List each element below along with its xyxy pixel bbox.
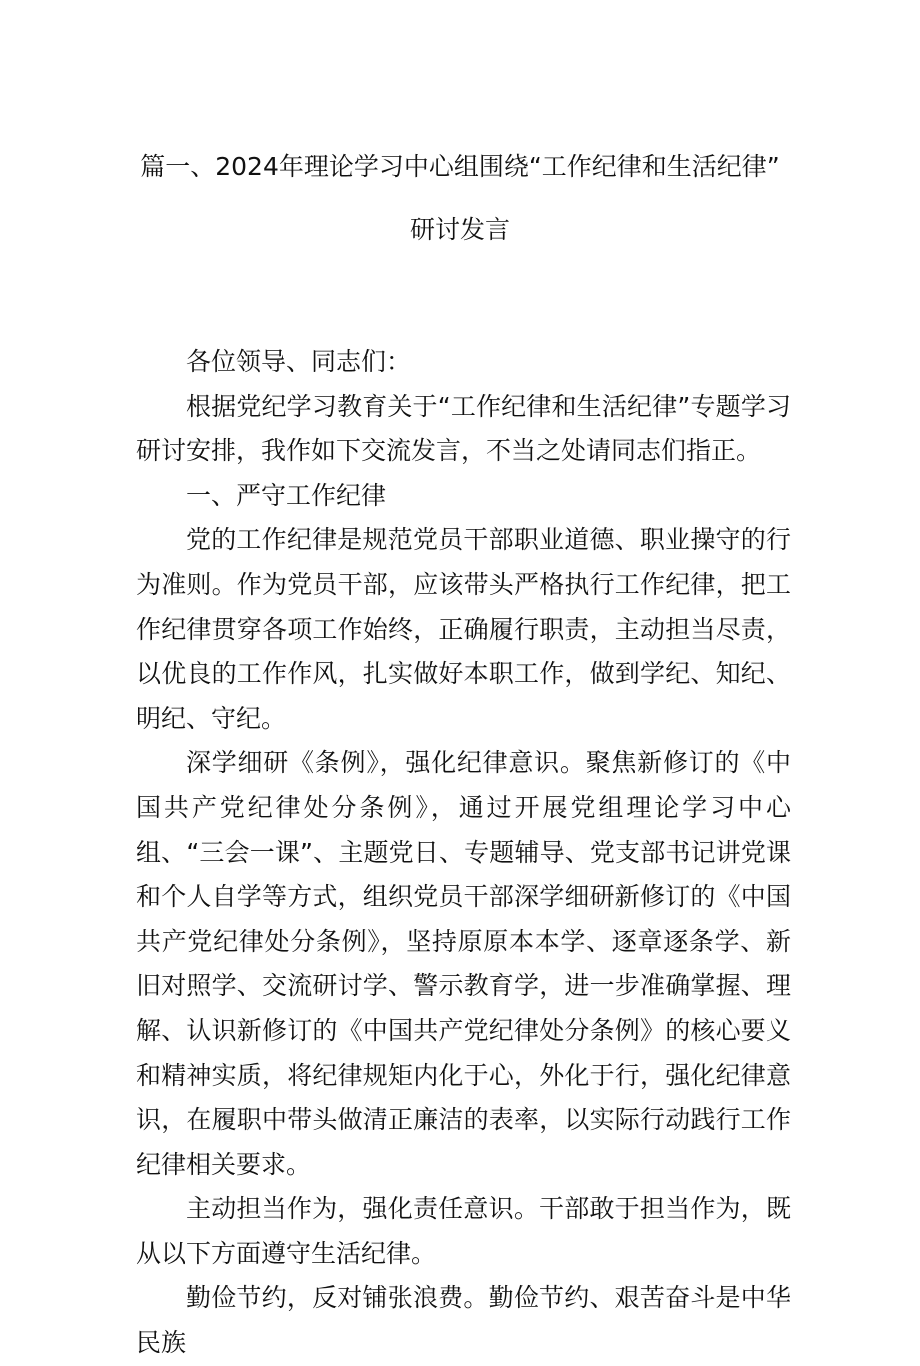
intro-paragraph: 根据党纪学习教育关于“工作纪律和生活纪律”专题学习研讨安排，我作如下交流发言，不当之处请同志们指正。 (136, 391, 791, 466)
document-body (136, 340, 791, 1366)
salutation-paragraph: 各位领导、同志们： (186, 347, 412, 376)
body-paragraph: 主动担当作为，强化责任意识。干部敢于担当作为，既从以下方面遵守生活纪律。 (136, 1194, 791, 1268)
body-paragraph: 勤俭节约，反对铺张浪费。勤俭节约、艰苦奋斗是中华民族 (136, 1283, 791, 1358)
body-paragraph: 深学细研《条例》，强化纪律意识。聚焦新修订的《中国共产党纪律处分条例》，通过开展党组理论学习中心组、“三会一课”、主题党日、专题辅导、党支部书记讲党课和个人自学等方式，组织党员干部深学细研新修订的《中国共产党纪律处分条例》，坚持原原本本学、逐章逐条学、新旧对照学、交流研讨学、警示教育学，进一步准确掌握、理解、认识新修订的《中国共产党纪律处分条例》的核心要义和精神实质，将纪律规矩内化于心，外化于行，强化纪律意识，在履职中带头做清正廉洁的表率，以实际行动践行工作纪律相关要求。 (136, 748, 791, 1179)
document-title-line-2: 研讨发言 (409, 215, 510, 244)
section-heading: 一、严守工作纪律 (186, 480, 387, 510)
body-paragraph: 党的工作纪律是规范党员干部职业道德、职业操守的行为准则。作为党员干部，应该带头严格执行工作纪律，把工作纪律贯穿各项工作始终，正确履行职责，主动担当尽责，以优良的工作作风，扎实做好本职工作，做到学纪、知纪、明纪、守纪。 (136, 525, 791, 733)
document-title-line-1: 篇一、2024年理论学习中心组围绕“工作纪律和生活纪律” (140, 152, 780, 181)
